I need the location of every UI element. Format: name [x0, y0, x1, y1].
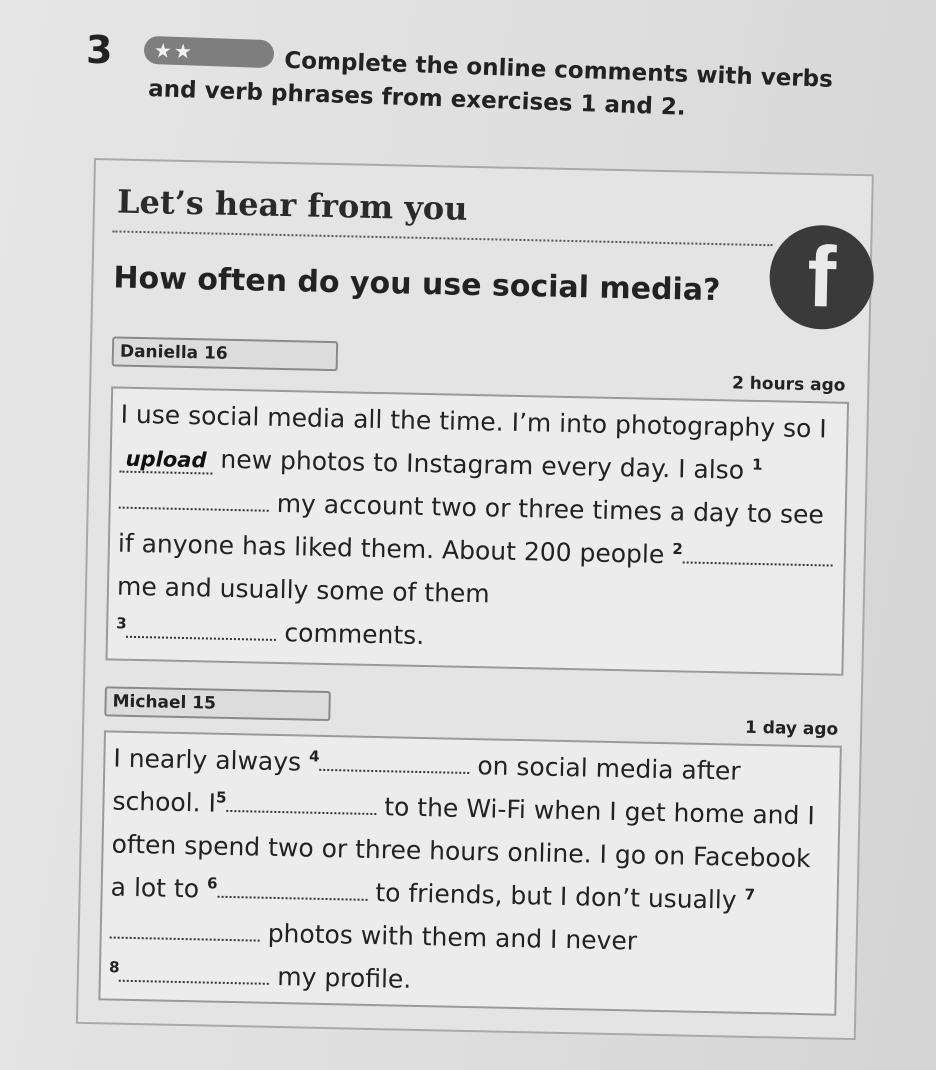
gap-8-blank[interactable] [119, 958, 269, 985]
exercise-number: 3 [86, 28, 113, 72]
comment-1-text-b: new photos to Instagram every day. I also [212, 444, 753, 485]
comment-2-timestamp: 1 day ago [744, 717, 839, 740]
comment-2-text-a: I nearly always [113, 743, 310, 777]
comment-1-text-e: comments. [276, 617, 425, 651]
gap-2-blank[interactable] [682, 539, 832, 566]
difficulty-stars-badge: ★★ [144, 36, 275, 69]
exercise-instructions [148, 40, 870, 132]
comment-panel [76, 158, 874, 1040]
comment-1-text-a: I use social media all the time. I’m into photography so I [120, 399, 827, 444]
comment-2-username: Michael 15 [104, 686, 331, 721]
facebook-icon: f [769, 224, 875, 330]
gap-number-2: 2 [672, 539, 683, 559]
gap-number-3: 3 [116, 614, 127, 633]
gap-3-blank[interactable] [126, 614, 276, 641]
gap-4-blank[interactable] [319, 747, 469, 774]
gap-number-6: 6 [206, 874, 218, 893]
post-header: Let’s hear from you [116, 182, 468, 228]
gap-number-1: 1 [751, 455, 763, 474]
comment-2-text-c: to the Wi-Fi when I get home and I often spend two or three hours online. I go on Facebook a lot to [110, 792, 816, 904]
comment-1-timestamp: 2 hours ago [731, 373, 846, 396]
comment-1-username: Daniella 16 [112, 336, 339, 371]
header-divider [112, 230, 772, 246]
comment-2-text-f: my profile. [269, 961, 412, 994]
gap-5-blank[interactable] [226, 788, 376, 815]
instruction-indent [149, 63, 284, 68]
gap-number-8: 8 [108, 958, 120, 977]
exercise-header [0, 0, 936, 150]
gap-7-blank[interactable] [110, 915, 260, 942]
instruction-line-1: Complete the online comments with verbs [283, 47, 834, 93]
example-answer: upload [119, 447, 212, 475]
comment-2-body [98, 730, 841, 1015]
comment-2-text-b: on social media after school. I [112, 750, 741, 818]
comment-1-body [105, 386, 849, 675]
gap-1-blank[interactable] [119, 485, 269, 512]
gap-6-blank[interactable] [217, 874, 367, 901]
post-question: How often do you use social media? [113, 260, 721, 309]
comment-1-text-c: my account two or three times a day to see if anyone has liked them. About 200 people [117, 488, 825, 570]
gap-number-4: 4 [308, 747, 320, 766]
comment-2-text-e: photos with them and I never [259, 918, 638, 956]
gap-number-5: 5 [215, 788, 227, 807]
comment-1-text-d: me and usually some of them [116, 571, 491, 609]
gap-number-7: 7 [744, 885, 756, 904]
instruction-line-2: and verb phrases from exercises 1 and 2. [147, 76, 686, 122]
comment-2-text-d: to friends, but I don’t usually [367, 877, 745, 915]
